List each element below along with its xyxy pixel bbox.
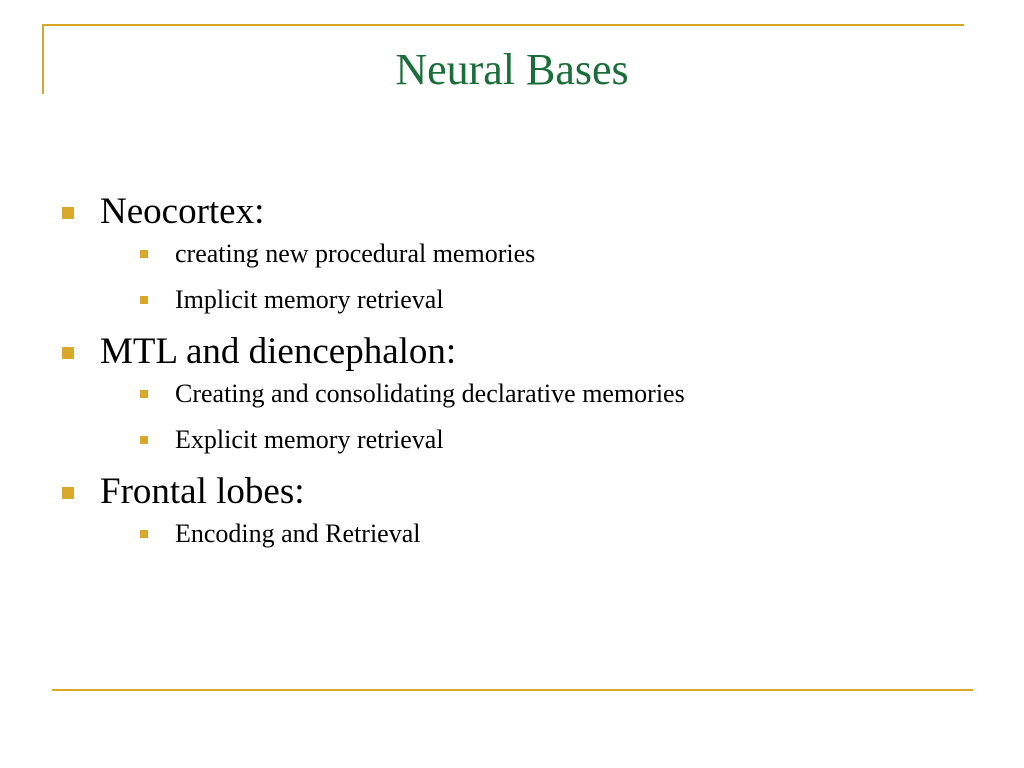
slide-title: Neural Bases [395, 45, 629, 94]
square-bullet-icon [140, 296, 148, 304]
square-bullet-icon [62, 347, 74, 359]
square-bullet-icon [140, 436, 148, 444]
sub-bullet-label: creating new procedural memories [175, 239, 536, 268]
bullet-label: MTL and diencephalon: [100, 331, 457, 372]
top-rule [42, 24, 964, 26]
sub-bullet-item [140, 238, 982, 270]
sub-bullet-item [140, 424, 982, 456]
sub-bullet-label: Encoding and Retrieval [175, 519, 421, 548]
square-bullet-icon [62, 487, 74, 499]
square-bullet-icon [140, 250, 148, 258]
sub-bullet-item [140, 284, 982, 316]
bullet-list [62, 190, 982, 564]
square-bullet-icon [62, 207, 74, 219]
sub-bullet-label: Explicit memory retrieval [175, 425, 444, 454]
bullet-label: Neocortex: [100, 191, 265, 232]
bullet-item-neocortex [62, 190, 982, 234]
bottom-rule [52, 689, 973, 691]
bullet-item-frontal-lobes [62, 470, 982, 514]
sub-bullet-label: Implicit memory retrieval [175, 285, 444, 314]
bullet-item-mtl-diencephalon [62, 330, 982, 374]
sub-bullet-label: Creating and consolidating declarative memories [175, 379, 685, 408]
square-bullet-icon [140, 530, 148, 538]
sub-bullet-item [140, 518, 982, 550]
square-bullet-icon [140, 390, 148, 398]
bullet-label: Frontal lobes: [100, 471, 305, 512]
sub-bullet-item [140, 378, 982, 410]
